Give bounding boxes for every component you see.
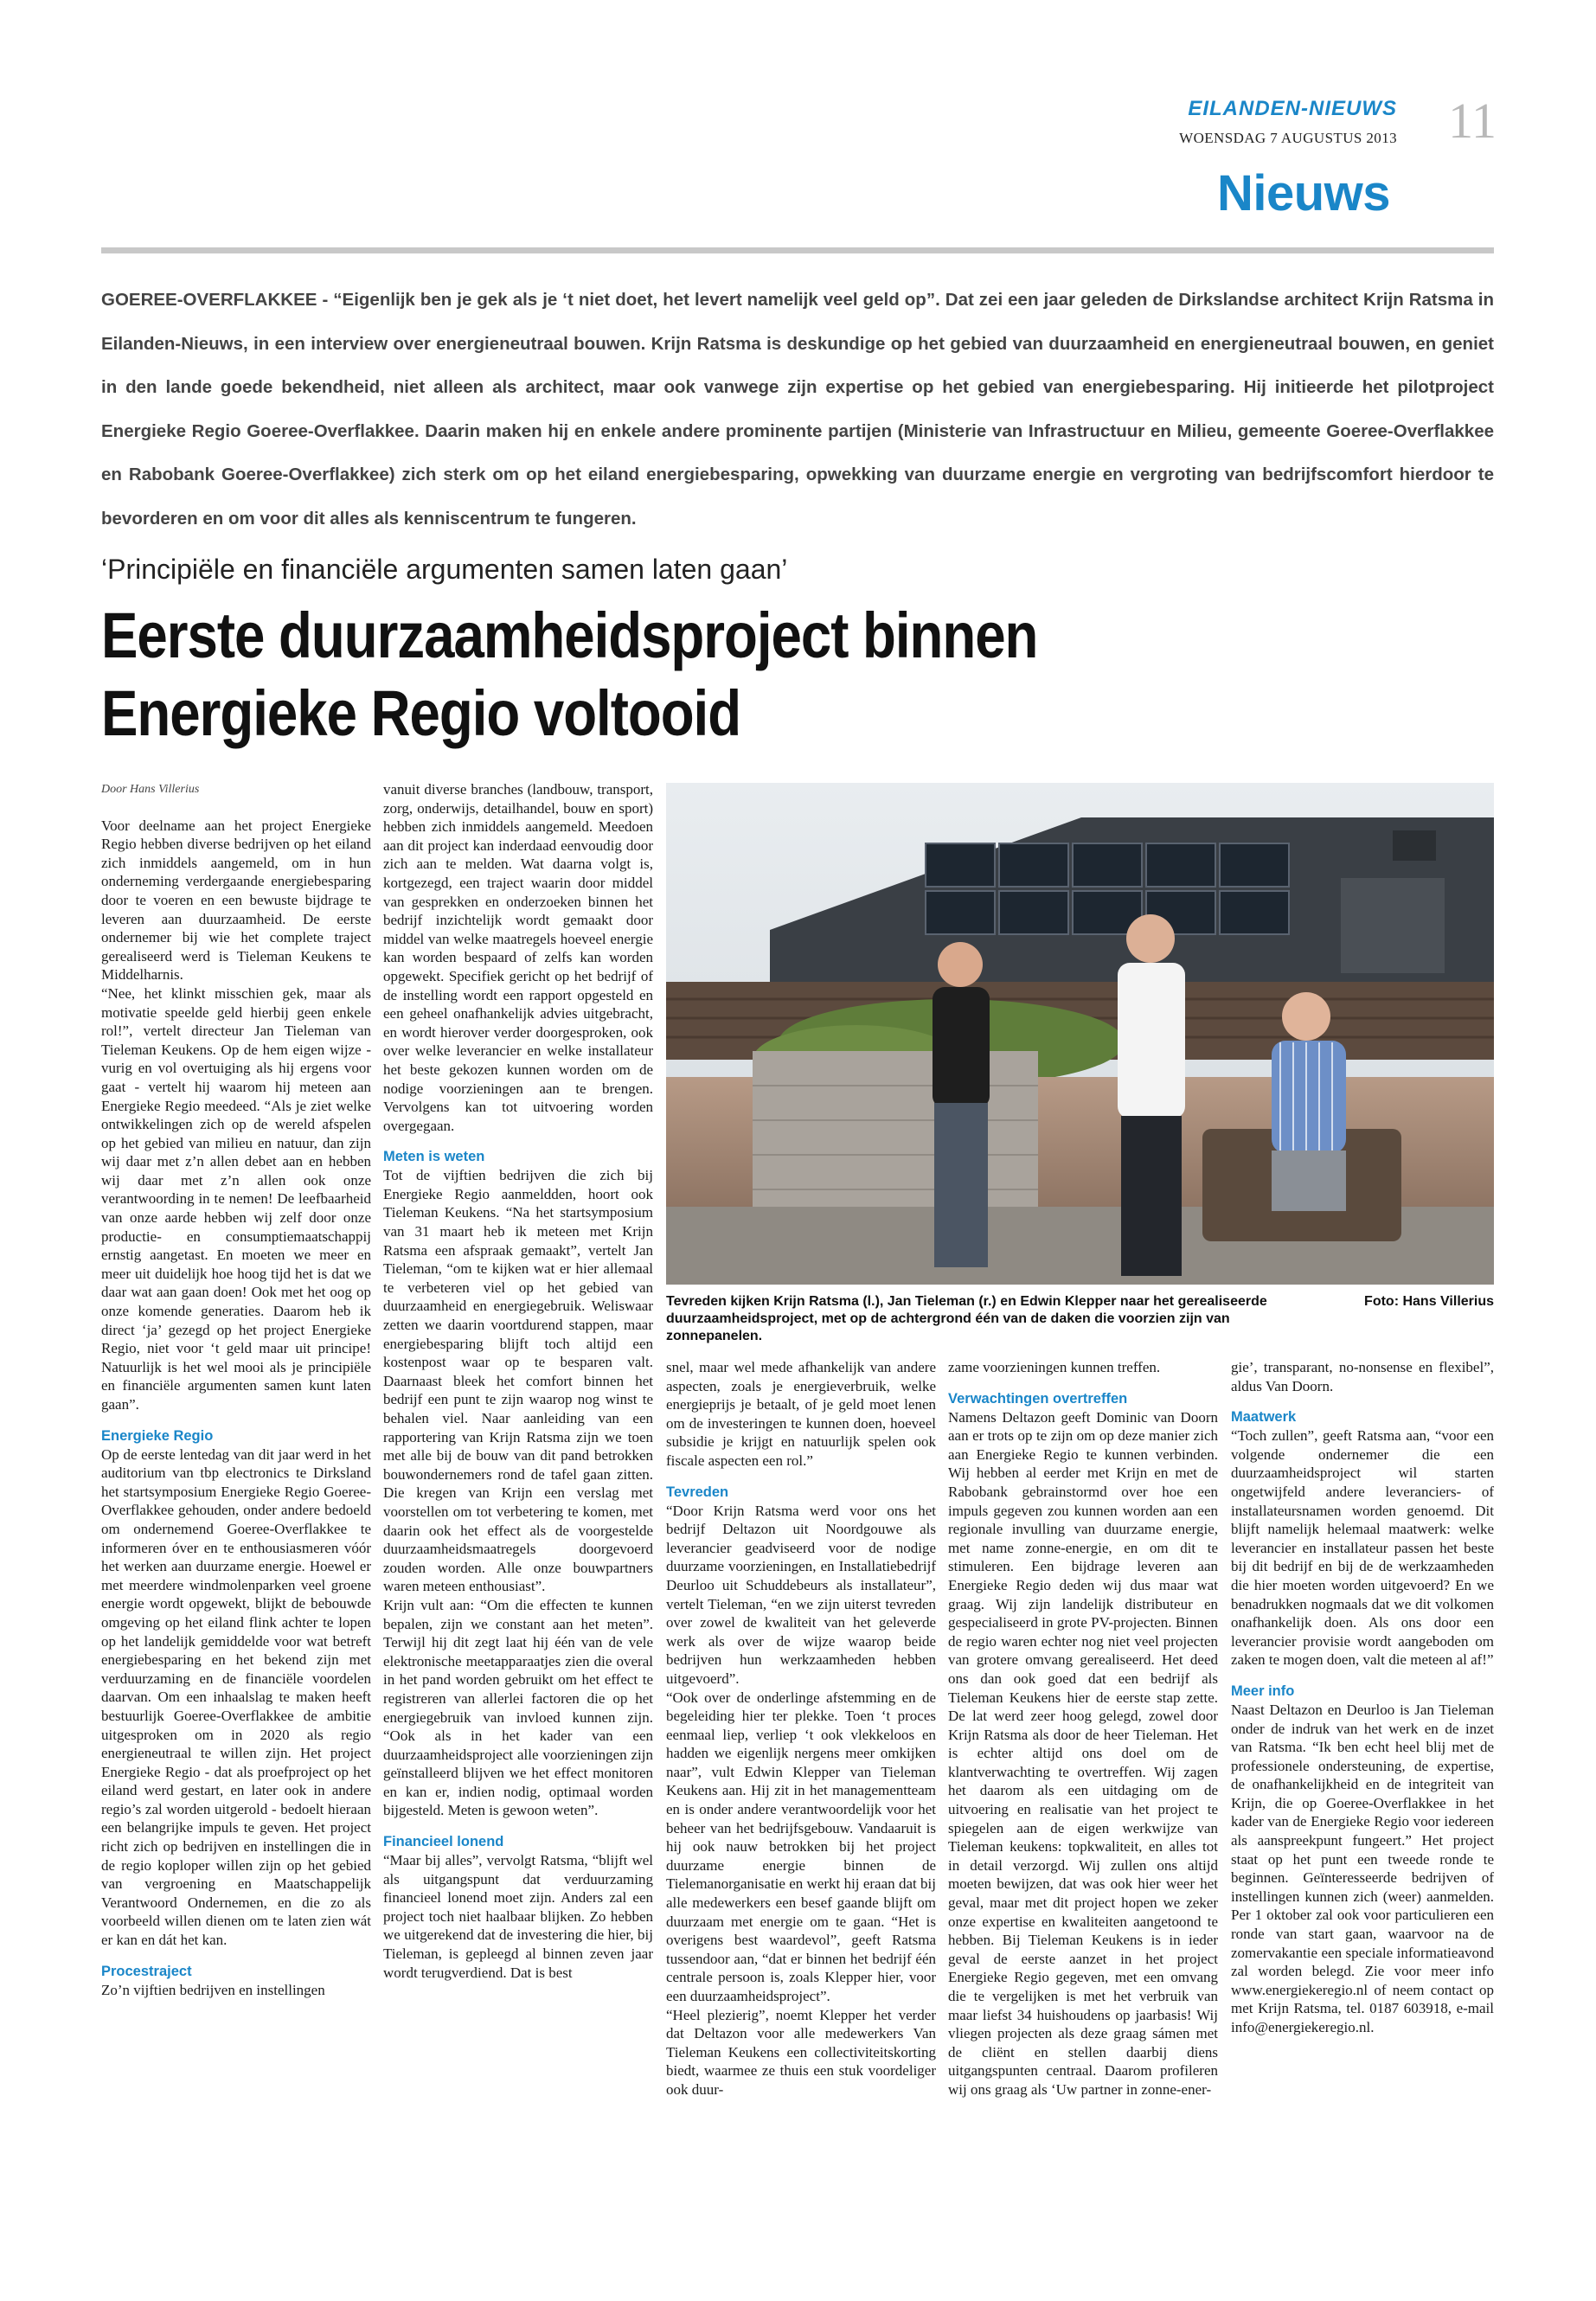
paragraph: gie’, transparant, no-nonsense en flexibel”, aldus Van Doorn.	[1231, 1359, 1494, 1394]
paragraph: Tot de vijftien bedrijven die zich bij Energieke Regio aanmeldden, hoort ook Tieleman Keukens. “Na het startsymposium van 31 maart heb ik meteen met Krijn Ratsma een afspraak gemaakt”, vertelt Jan Tieleman, “om te kijken wat er hier allemaal te verbeteren viel op het gebied van duurzaamheid en energiegebruik. Weliswaar zetten we daarin voortdurend stappen, maar energiebesparing blijft toch altijd een kostenpost waar op te besparen valt. Daarnaast bleek het comfort binnen het bedrijf een punt te zijn waarop nog winst te behalen viel. Naar aanleiding van een rapportering van Krijn Ratsma zijn we toen met alle bij de bouw van dit pand betrokken bouwondernemers rond de tafel gaan zitten. Die kregen van Krijn een verslag met voorstellen om tot verbetering te komen, met daarin ook het effect als de voorgestelde duurzaamheidsmaatregels doorgevoerd zouden worden. Alle onze bouwpartners waren meteen enthousiast”.	[383, 1167, 653, 1595]
subheading: Energieke Regio	[101, 1427, 214, 1444]
paragraph: vanuit diverse branches (landbouw, transport, zorg, onderwijs, detailhandel, bouw en sport) hebben zich inmiddels aangemeld. Meedoen aan dit project kan inderdaad eenvoudig door zich aan te melden. Wat daarna volgt is, kortgezegd, een traject waarin door middel van gesprekken en onderzoeken binnen het bedrijf inzichtelijk wordt gemaakt door middel van welke maatregels hoeveel energie kan worden bespaard of zelfs kan worden opgewekt. Specifiek gericht op het bedrijf of de instelling wordt een rapport opgesteld en een geheel onafhankelijk advies uitgebracht, en wordt hierover verder doorgesproken, ook over welke leverancier en welke installateur het beste gekozen kunnen worden om de nodige voorzieningen aan te brengen. Vervolgens kan tot uitvoering worden overgegaan.	[383, 781, 653, 1134]
paragraph: “Maar bij alles”, vervolgt Ratsma, “blijft wel als uitgangspunt dat verduurzaming financieel lonend moet zijn. Anders zal een project toch niet haalbaar blijken. Zo hebben we uitgerekend dat de investering die hier, bij Tieleman, is gepleegd al binnen zeven jaar wordt terugverdiend. Dat is best	[383, 1852, 653, 1981]
byline: Door Hans Villerius	[101, 783, 200, 796]
subheading: Tevreden	[666, 1484, 729, 1500]
paragraph: Krijn vult aan: “Om die effecten te kunnen bepalen, zijn we constant aan het meten”. Terwijl hij dit zegt laat hij één van de vele elektronische meetapparaatjes zien die overal in het pand worden gebruikt om het effect te registreren van allerlei factoren die op het energiegebruik van invloed kunnen zijn. “Ook als in het kader van een duurzaamheidsproject alle voorzieningen zijn geïnstalleerd blijven we het effect monitoren en kan er, indien nodig, optimaal worden bijgesteld. Meten is gewoon weten”.	[383, 1596, 653, 1819]
headline-line-2: Energieke Regio voltooid	[101, 677, 741, 749]
caption-text: Tevreden kijken Krijn Ratsma (l.), Jan Tieleman (r.) en Edwin Klepper naar het gerealiseerde duurzaamheidsproject, met op de achtergrond één van de daken die voorzien zijn van zonnepanelen.	[666, 1294, 1267, 1343]
section-title: Nieuws	[1216, 165, 1390, 221]
paragraph: “Heel plezierig”, noemt Klepper het verder dat Deltazon voor alle medewerkers Van Tieleman Keukens een collectiviteitskorting biedt, waarmee ze thuis een stuk voordeliger ook duur-	[666, 2006, 936, 2098]
photo-caption	[666, 1293, 1494, 1345]
paragraph: “Door Krijn Ratsma werd voor ons het bedrijf Deltazon uit Noordgouwe als leverancier geadviseerd voor de nodige duurzame voorzieningen, en Installatiebedrijf Deurloo uit Schuddebeurs als installateur”, vertelt Tieleman, “en we zijn uiterst tevreden over zowel de kwaliteit van het geleverde werk als over de wijze waarop beide bedrijven hun werkzaamheden hebben uitgevoerd”.	[666, 1502, 936, 1687]
paragraph: Namens Deltazon geeft Dominic van Doorn aan er trots op te zijn om op deze manier zich aan Energieke Regio te kunnen verbinden. Wij hebben al eerder met Krijn en met de Rabobank gebrainstormd over hoe een impuls gegeven zou kunnen worden aan een regionale invulling van duurzame energie, met name zonne-energie, en om dit te stimuleren. Een bijdrage leveren aan Energieke Regio deden wij dus maar wat graag. Wij zijn landelijk distributeur en gespecialiseerd in grote PV-projecten. Binnen de regio waren echter nog niet veel projecten van grotere omvang gerealiseerd. Het deed ons dan ook goed dat een bedrijf als Tieleman Keukens hier de eerste stap zette. De lat werd zeer hoog gelegd, zowel door Krijn Ratsma als door de heer Tieleman. Het is echter altijd ons doel om de klantverwachting te overtreffen. Wij zagen het daarom als een uitdaging om de uitvoering en realisatie van het project te spiegelen aan de eigen werkwijze van Tieleman keukens: topkwaliteit, en alles tot in detail verzorgd. Wij zullen ons altijd moeten bewijzen, dat was ook hier weer het geval, maar met dit project hopen we zeker onze expertise en kwaliteiten aangetoond te hebben. Bij Tieleman Keukens is in ieder geval de eerste aanzet in het project Energieke Regio gegeven, met een omvang die te vergelijken is met het verbruik van maar liefst 34 huishoudens op jaarbasis! Wij vliegen projecten als deze graag sámen met de cliënt en stellen daarbij diens uitgangspunten centraal. Daarom profileren wij ons graag als ‘Uw partner in zonne-ener-	[948, 1408, 1218, 2098]
article-intro: GOEREE-OVERFLAKKEE - “Eigenlijk ben je gek als je ‘t niet doet, het levert namelijk veel geld op”. Dat zei een jaar geleden de Dirkslandse architect Krijn Ratsma in Eilanden-Nieuws, in een interview over energieneutraal bouwen. Krijn Ratsma is deskundige op het gebied van duurzaamheid en energieneutraal bouwen, en geniet in den lande goede bekendheid, niet alleen als architect, maar ook vanwege zijn expertise op het gebied van energiebesparing. Hij initieerde het pilotproject Energieke Regio Goeree-Overflakkee. Daarin maken hij en enkele andere prominente partijen (Ministerie van Infrastructuur en Milieu, gemeente Goeree-Overflakkee en Rabobank Goeree-Overflakkee) zich sterk om op het eiland energiebesparing, opwekking van duurzame energie en vergroting van bedrijfscomfort hierdoor te bevorderen en om voor dit alles als kenniscentrum te fungeren.	[101, 290, 1494, 529]
article-column-2	[383, 780, 653, 1982]
subheading: Financieel lonend	[383, 1834, 504, 1850]
page-number: 11	[1448, 93, 1497, 149]
paragraph: snel, maar wel mede afhankelijk van andere aspecten, zoals je energieverbruik, welke energieprijs je betaalt, of je geld moet lenen om de investeringen te kunnen doen, hoeveel subsidie je krijgt en natuurlijk spelen ook fiscale aspecten een rol.”	[666, 1359, 936, 1469]
article-photo	[666, 783, 1494, 1285]
article-column-1	[101, 780, 371, 1999]
photo-credit: Foto: Hans Villerius	[1364, 1294, 1494, 1309]
article-column-3	[666, 1358, 936, 2099]
newspaper-logo: EILANDEN-NIEUWS	[1188, 97, 1397, 120]
issue-date: WOENSDAG 7 AUGUSTUS 2013	[1179, 130, 1397, 146]
paragraph: Zo’n vijftien bedrijven en instellingen	[101, 1981, 325, 1998]
article-column-4	[948, 1358, 1218, 2099]
paragraph: “Toch zullen”, geeft Ratsma aan, “voor een volgende ondernemer die een duurzaamheidsproject wil starten ongetwijfeld andere leveranciers- of installateursnamen worden genoemd. Dit blijft namelijk helemaal maatwerk: welke leverancier en installateur passen het beste bij dit bedrijf en bij de de werkzaamheden die hier moeten worden uitgevoerd? En we benadrukken nogmaals dat we dit volkomen onafhankelijk doen. Als ons door een leverancier provisie wordt aangeboden om zaken te mogen doen, valt die meteen al af!”	[1231, 1427, 1494, 1669]
subheading: Meten is weten	[383, 1149, 485, 1165]
article-headline	[101, 597, 1068, 753]
masthead	[1151, 93, 1497, 149]
subheading: Meer info	[1231, 1682, 1295, 1699]
section-divider	[101, 247, 1494, 253]
article-kicker: ‘Principiële en financiële argumenten samen laten gaan’	[101, 554, 788, 585]
paragraph: zame voorzieningen kunnen treffen.	[948, 1359, 1161, 1375]
subheading: Verwachtingen overtreffen	[948, 1390, 1128, 1407]
article-column-5	[1231, 1358, 1494, 2037]
headline-line-1: Eerste duurzaamheidsproject binnen	[101, 599, 1038, 671]
subheading: Maatwerk	[1231, 1409, 1297, 1426]
paragraph: “Ook over de onderlinge afstemming en de begeleiding hier ter plekke. Toen ‘t proces eenmaal liep, verliep ‘t ook vlekkeloos en hadden we eigenlijk nergens meer omkijken naar”, vult Edwin Klepper van Tieleman Keukens aan. Hij zit in het managementteam en is onder andere verantwoordelijk voor het beheer van het bedrijfsgebouw. Vandaaruit is hij ook nauw betrokken bij het project duurzame energie binnen de Tielemanorganisatie en werkt hij eraan dat bij alle medewerkers een besef gaande blijft om duurzaam met energie om te gaan. “Het is overigens best waardevol”, geeft Ratsma tussendoor aan, “dat er binnen het bedrijf één centrale persoon is, zoals Klepper hier, voor een duurzaamheidsproject”.	[666, 1689, 936, 2004]
paragraph: Naast Deltazon en Deurloo is Jan Tieleman onder de indruk van het werk en de inzet van Ratsma. “Ik ben echt heel blij met de professionele ondersteuning, de expertise, de onafhankelijkheid en de integriteit van Krijn, die op Goeree-Overflakkee in het kader van de Energieke Regio voor iedereen als aanspreekpunt fungeert.” Het project staat op het punt een tweede ronde te beginnen. Geïnteresseerde bedrijven of instellingen kunnen zich (weer) aanmelden. Per 1 oktober zal ook voor particulieren een ronde van start gaan, waarvoor na de zomervakantie een speciale informatieavond zal worden belegd. Zie voor meer info www.energiekeregio.nl of neem contact op met Krijn Ratsma, tel. 0187 603918, e-mail info@energiekeregio.nl.	[1231, 1701, 1494, 2035]
subheading: Procestraject	[101, 1963, 192, 1979]
paragraph: “Nee, het klinkt misschien gek, maar als motivatie speelde geld hierbij geen enkele rol!”, vertelt directeur Jan Tieleman van Tieleman Keukens. Op de hem eigen wijze - vurig en vol overtuiging als hij ergens voor gaat - vertelt hij waarom hij meteen aan Energieke Regio meedeed. “Als je ziet welke ontwikkelingen zich op de wereld afspelen op het gebied van milieu en natuur, dan zijn wij daar met z’n allen debet aan en hebben wij daar met z’n allen ook onze verantwoording in te nemen! De leefbaarheid van onze aarde hebben wij zelf door onze productie- en consumptiemaatschappij ernstig aangetast. En moeten we meer en meer uit duidelijk hoe hoog tijd het is dat we daar wat aan gaan doen! Ook met het oog op onze komende generaties. Daarom heb ik direct ‘ja’ gezegd op het project Energieke Regio, niet voor ‘t geld maar uit principe! Natuurlijk is het wel mooi als je principiële en financiële argumenten samen kunt laten gaan”.	[101, 984, 371, 1413]
photo-three-men-rooftop-icon	[666, 783, 1494, 1285]
paragraph: Op de eerste lentedag van dit jaar werd in het auditorium van tbp electronics te Dirksland het startsymposium Energieke Regio Goeree-Overflakkee gehouden, onder andere bedoeld om ondernemend Goeree-Overflakkee te informeren óver en te enthousiasmeren vóór het werken aan duurzame energie. Hoewel er met meerdere windmolenparken veel groene energie wordt opgewekt, blijkt de bebouwde omgeving op het eiland flink achter te lopen op het landelijk gemiddelde voor wat betreft energiebesparing en het bekend zijn met verduurzaming en de financiële voordelen daarvan. Om een inhaalslag te maken heeft bestuurlijk Goeree-Overflakkee de ambitie uitgesproken om in 2020 als regio energieneutraal te willen zijn. Het project Energieke Regio - dat als proefproject op het eiland werd gestart, en later ook in andere regio’s zal worden uitgerold - bedoelt hieraan een belangrijke impuls te geven. Het project richt zich op bedrijven en instellingen die in de regio koploper willen zijn op het gebied van vergroening en Maatschappelijk Verantwoord Ondernemen, en die zo als voorbeeld willen dienen om te laten zien wát er kan en dát het kan.	[101, 1445, 371, 1949]
paragraph: Voor deelname aan het project Energieke Regio hebben diverse bedrijven op het eiland zich inmiddels aangemeld, om in hun onderneming verdergaande energiebesparing door te voeren en een bewuste bijdrage te leveren aan duurzaamheid. De eerste ondernemer bij wie het complete traject gerealiseerd werd is Tieleman Keukens te Middelharnis.	[101, 817, 371, 984]
